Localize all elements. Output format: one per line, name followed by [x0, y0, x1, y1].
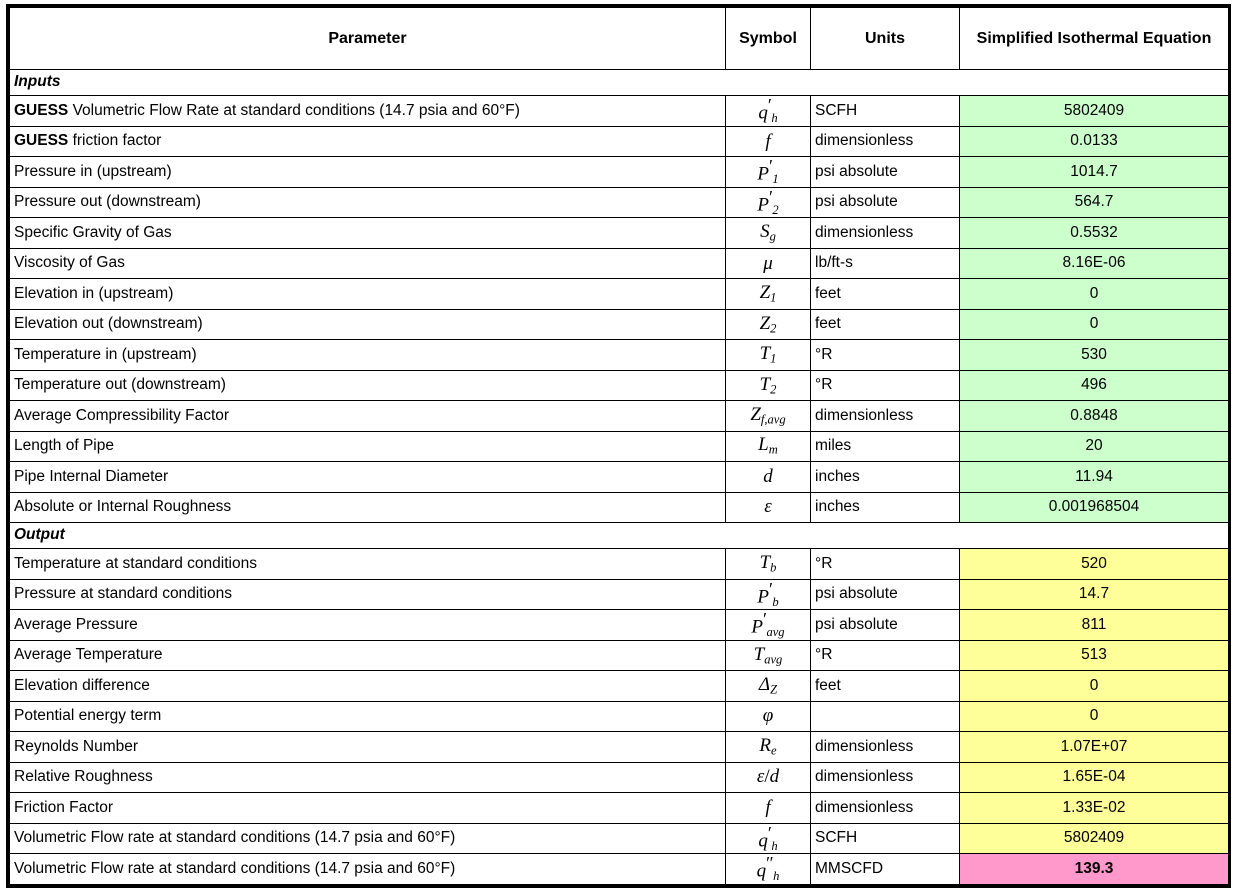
column-header-units: Units: [811, 8, 960, 70]
cell-units[interactable]: SCFH: [811, 96, 960, 127]
cell-units[interactable]: [811, 701, 960, 731]
cell-symbol[interactable]: d: [726, 462, 811, 492]
cell-output-value[interactable]: 513: [960, 640, 1229, 670]
section-inputs-label: Inputs: [10, 70, 1229, 96]
cell-parameter[interactable]: Elevation out (downstream): [10, 309, 726, 339]
cell-units[interactable]: lb/ft-s: [811, 248, 960, 278]
table-row[interactable]: [10, 762, 1229, 792]
cell-symbol[interactable]: $P'_{avg}$: [726, 610, 811, 641]
cell-symbol[interactable]: μ: [726, 248, 811, 278]
table-row[interactable]: [10, 462, 1229, 492]
table-header: [10, 8, 1229, 70]
table-row[interactable]: [10, 640, 1229, 670]
calculation-sheet: [6, 4, 1231, 888]
column-header-equation: Simplified Isothermal Equation: [960, 8, 1229, 70]
cell-units[interactable]: °R: [811, 640, 960, 670]
cell-parameter[interactable]: Temperature out (downstream): [10, 370, 726, 400]
isothermal-equation-table: [9, 7, 1229, 885]
cell-parameter[interactable]: Length of Pipe: [10, 431, 726, 461]
table-row[interactable]: [10, 126, 1229, 156]
cell-parameter[interactable]: Absolute or Internal Roughness: [10, 492, 726, 522]
cell-units[interactable]: psi absolute: [811, 610, 960, 641]
section-output-label: Output: [10, 523, 1229, 549]
cell-parameter[interactable]: Temperature at standard conditions: [10, 549, 726, 579]
cell-output-value[interactable]: 14.7: [960, 579, 1229, 610]
cell-units[interactable]: °R: [811, 549, 960, 579]
cell-parameter[interactable]: Average Compressibility Factor: [10, 401, 726, 431]
cell-symbol[interactable]: ε: [726, 492, 811, 522]
cell-symbol[interactable]: $q''_h$: [726, 854, 811, 885]
cell-output-value[interactable]: 1.07E+07: [960, 732, 1229, 762]
header-row: [10, 8, 1229, 70]
cell-parameter[interactable]: Pressure out (downstream): [10, 187, 726, 218]
table-row[interactable]: [10, 793, 1229, 823]
cell-symbol[interactable]: $T_b$: [726, 549, 811, 579]
section-output: [10, 523, 1229, 549]
table-row[interactable]: [10, 248, 1229, 278]
cell-output-value[interactable]: 0: [960, 671, 1229, 701]
cell-units[interactable]: feet: [811, 279, 960, 309]
cell-input-value[interactable]: 496: [960, 370, 1229, 400]
table-row[interactable]: [10, 218, 1229, 248]
cell-symbol[interactable]: $Z_2$: [726, 309, 811, 339]
table-row[interactable]: [10, 340, 1229, 370]
cell-parameter[interactable]: Average Pressure: [10, 610, 726, 641]
cell-units[interactable]: psi absolute: [811, 579, 960, 610]
cell-output-value[interactable]: 5802409: [960, 823, 1229, 854]
table-row[interactable]: [10, 157, 1229, 188]
cell-units[interactable]: dimensionless: [811, 126, 960, 156]
cell-symbol[interactable]: $q'_h$: [726, 96, 811, 127]
cell-symbol[interactable]: $P'_1$: [726, 157, 811, 188]
cell-symbol[interactable]: $T_1$: [726, 340, 811, 370]
guess-prefix: GUESS: [14, 101, 69, 119]
cell-symbol[interactable]: $T_{avg}$: [726, 640, 811, 670]
cell-units[interactable]: °R: [811, 340, 960, 370]
cell-input-value[interactable]: 8.16E-06: [960, 248, 1229, 278]
table-row[interactable]: [10, 854, 1229, 885]
cell-units[interactable]: °R: [811, 370, 960, 400]
cell-parameter[interactable]: Specific Gravity of Gas: [10, 218, 726, 248]
cell-input-value[interactable]: 0.5532: [960, 218, 1229, 248]
cell-parameter[interactable]: Elevation in (upstream): [10, 279, 726, 309]
table-row[interactable]: [10, 823, 1229, 854]
cell-units[interactable]: dimensionless: [811, 793, 960, 823]
cell-symbol[interactable]: $P'_b$: [726, 579, 811, 610]
cell-input-value[interactable]: 11.94: [960, 462, 1229, 492]
table-row[interactable]: [10, 671, 1229, 701]
table-row[interactable]: [10, 401, 1229, 431]
guess-prefix: GUESS: [14, 132, 69, 150]
cell-units[interactable]: SCFH: [811, 823, 960, 854]
table-row[interactable]: [10, 431, 1229, 461]
table-row[interactable]: [10, 187, 1229, 218]
cell-parameter[interactable]: Elevation difference: [10, 671, 726, 701]
table-row[interactable]: [10, 610, 1229, 641]
cell-symbol[interactable]: $P'_2$: [726, 187, 811, 218]
cell-input-value[interactable]: 20: [960, 431, 1229, 461]
cell-units[interactable]: inches: [811, 462, 960, 492]
section-inputs: [10, 70, 1229, 96]
table-row[interactable]: [10, 732, 1229, 762]
cell-input-value[interactable]: 5802409: [960, 96, 1229, 127]
cell-units[interactable]: dimensionless: [811, 762, 960, 792]
cell-parameter[interactable]: Pressure at standard conditions: [10, 579, 726, 610]
cell-units[interactable]: dimensionless: [811, 732, 960, 762]
table-row[interactable]: [10, 279, 1229, 309]
cell-input-value[interactable]: 0: [960, 309, 1229, 339]
cell-units[interactable]: dimensionless: [811, 218, 960, 248]
cell-input-value[interactable]: 0.001968504: [960, 492, 1229, 522]
cell-output-value[interactable]: 520: [960, 549, 1229, 579]
cell-symbol[interactable]: $\Delta_Z$: [726, 671, 811, 701]
cell-symbol[interactable]: $T_2$: [726, 370, 811, 400]
cell-input-value[interactable]: 1014.7: [960, 157, 1229, 188]
cell-units[interactable]: dimensionless: [811, 401, 960, 431]
table-row[interactable]: [10, 370, 1229, 400]
cell-symbol[interactable]: $q'_h$: [726, 823, 811, 854]
table-row[interactable]: [10, 492, 1229, 522]
column-header-parameter: Parameter: [10, 8, 726, 70]
cell-parameter[interactable]: Reynolds Number: [10, 732, 726, 762]
cell-parameter[interactable]: Temperature in (upstream): [10, 340, 726, 370]
cell-parameter[interactable]: Average Temperature: [10, 640, 726, 670]
cell-symbol[interactable]: $L_m$: [726, 431, 811, 461]
cell-units[interactable]: MMSCFD: [811, 854, 960, 885]
cell-parameter[interactable]: Volumetric Flow rate at standard conditions (14.7 psia and 60°F): [10, 854, 726, 885]
table-row[interactable]: [10, 309, 1229, 339]
table-row[interactable]: [10, 579, 1229, 610]
cell-symbol[interactable]: $Z_1$: [726, 279, 811, 309]
cell-symbol[interactable]: $S_g$: [726, 218, 811, 248]
cell-parameter[interactable]: GUESS Volumetric Flow Rate at standard conditions (14.7 psia and 60°F): [10, 96, 726, 127]
cell-units[interactable]: inches: [811, 492, 960, 522]
table-row[interactable]: [10, 701, 1229, 731]
cell-output-value[interactable]: 1.65E-04: [960, 762, 1229, 792]
cell-input-value[interactable]: 564.7: [960, 187, 1229, 218]
cell-input-value[interactable]: 530: [960, 340, 1229, 370]
column-header-symbol: Symbol: [726, 8, 811, 70]
table-row[interactable]: [10, 96, 1229, 127]
cell-output-value[interactable]: 1.33E-02: [960, 793, 1229, 823]
cell-units[interactable]: feet: [811, 309, 960, 339]
cell-symbol[interactable]: $R_e$: [726, 732, 811, 762]
cell-parameter[interactable]: Potential energy term: [10, 701, 726, 731]
cell-parameter[interactable]: GUESS friction factor: [10, 126, 726, 156]
cell-input-value[interactable]: 0.8848: [960, 401, 1229, 431]
cell-units[interactable]: psi absolute: [811, 187, 960, 218]
cell-output-value[interactable]: 811: [960, 610, 1229, 641]
cell-parameter[interactable]: Pressure in (upstream): [10, 157, 726, 188]
cell-units[interactable]: feet: [811, 671, 960, 701]
cell-output-value[interactable]: 0: [960, 701, 1229, 731]
cell-symbol[interactable]: $Z_{f,avg}$: [726, 401, 811, 431]
cell-parameter[interactable]: Pipe Internal Diameter: [10, 462, 726, 492]
cell-parameter[interactable]: Viscosity of Gas: [10, 248, 726, 278]
cell-symbol[interactable]: f: [726, 126, 811, 156]
cell-parameter[interactable]: Volumetric Flow rate at standard conditions (14.7 psia and 60°F): [10, 823, 726, 854]
cell-input-value[interactable]: 0: [960, 279, 1229, 309]
cell-parameter[interactable]: Friction Factor: [10, 793, 726, 823]
cell-symbol[interactable]: ε/d: [726, 762, 811, 792]
table-row[interactable]: [10, 549, 1229, 579]
cell-input-value[interactable]: 0.0133: [960, 126, 1229, 156]
cell-units[interactable]: miles: [811, 431, 960, 461]
cell-units[interactable]: psi absolute: [811, 157, 960, 188]
table-body: [10, 70, 1229, 885]
cell-symbol[interactable]: φ: [726, 701, 811, 731]
cell-parameter[interactable]: Relative Roughness: [10, 762, 726, 792]
cell-output-value[interactable]: 139.3: [960, 854, 1229, 885]
cell-symbol[interactable]: f: [726, 793, 811, 823]
